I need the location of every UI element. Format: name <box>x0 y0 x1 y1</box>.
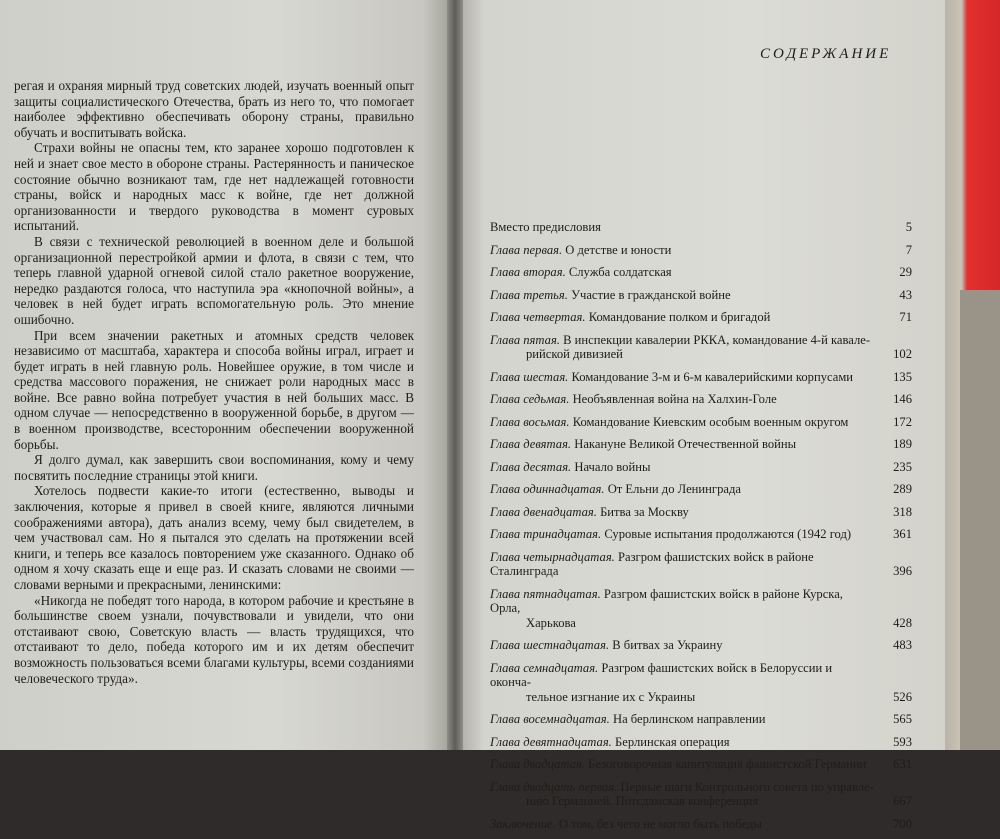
chapter-label: Глава первая. <box>490 242 563 257</box>
chapter-label: Глава тринадцатая. <box>490 527 602 541</box>
toc-entry-title <box>490 550 814 579</box>
chapter-label: Глава вторая. <box>490 265 566 279</box>
page-number: 102 <box>893 347 912 361</box>
chapter-label: Глава четвертая. <box>490 310 586 324</box>
chapter-title: Первые шаги Контрольного совета по управле- <box>620 779 874 794</box>
toc-entry <box>490 265 920 280</box>
toc-entry-title <box>490 780 875 809</box>
chapter-label: Глава десятая. <box>490 459 572 474</box>
toc-entry-title <box>490 587 875 631</box>
toc-entry <box>490 735 920 750</box>
left-page-text <box>14 78 414 686</box>
chapter-title: Вместо предисловия <box>490 220 601 234</box>
toc-entry-title <box>490 817 762 831</box>
page-number: 667 <box>893 794 912 808</box>
toc-entry <box>490 757 920 772</box>
toc-entry-title <box>490 437 796 451</box>
toc-entry <box>490 310 920 325</box>
toc-entry-title <box>490 288 731 302</box>
chapter-label: Глава шестнадцатая. <box>490 638 610 652</box>
toc-entry-title <box>490 505 689 519</box>
paragraph: регая и охраняя мирный труд советских людей, изучать военный опыт защиты социалистического Отечества, брать из него то, что помогает наиболее эффективно обеспечивать оборону страны, правильно обучать и воспитывать войска. <box>14 78 414 140</box>
toc-entry-title <box>490 757 866 771</box>
page-number: 235 <box>893 459 912 474</box>
chapter-title: Командование 3-м и 6-м кавалерийскими корпусами <box>571 369 854 384</box>
chapter-title: Разгром фашистских войск в районе Курска, Орла, <box>490 586 843 615</box>
chapter-title: Накануне Великой Отечественной войны <box>574 437 797 451</box>
toc-entry <box>490 482 920 497</box>
toc-entry-title <box>490 735 730 749</box>
chapter-label: Глава седьмая. <box>490 392 570 406</box>
page-number: 29 <box>899 265 912 279</box>
page-number: 428 <box>893 615 912 630</box>
toc-entry <box>490 370 920 385</box>
chapter-label: Глава девятнадцатая. <box>490 734 612 749</box>
page-number: 593 <box>893 734 912 749</box>
paragraph: Хотелось подвести какие-то итоги (естественно, выводы и заключения, которые я привел в своей книге, являются личными соображениями автора), дать анализ всему, чему был свидетелем, в чем участвовал сам. Но я пытался это сделать на протяжении всей книги, и теперь все казалось повторением уже сказанного. Однако об одном я хочу сказать еще и еще раз. И сказать словами не своими — словами верными и прекрасными, ленинскими: <box>14 483 414 592</box>
toc-entry-title <box>490 392 777 406</box>
chapter-title: В битвах за Украину <box>612 638 723 652</box>
toc-entry <box>490 817 920 832</box>
page-number: 7 <box>905 242 912 257</box>
toc-entry-title <box>490 712 765 726</box>
page-number: 43 <box>899 287 912 302</box>
paragraph: Я долго думал, как завершить свои воспоминания, кому и чему посвятить последние страницы этой книги. <box>14 452 414 483</box>
toc-entry-title <box>490 482 741 496</box>
page-number: 631 <box>893 757 912 771</box>
toc-entry <box>490 437 920 452</box>
book-edge-lower <box>960 290 1000 750</box>
chapter-label: Глава четырнадцатая. <box>490 549 615 564</box>
toc-entry <box>490 415 920 430</box>
table-of-contents <box>490 220 920 839</box>
chapter-title: Суровые испытания продолжаются (1942 год) <box>604 527 852 541</box>
toc-entry-title <box>490 460 650 474</box>
page-number: 565 <box>893 712 912 726</box>
toc-entry-title <box>490 661 875 705</box>
chapter-title: Разгром фашистских войск в районе Сталинграда <box>490 549 814 578</box>
chapter-title: Необъявленная война на Халхин-Голе <box>572 392 777 406</box>
chapter-title: Служба солдатская <box>568 265 672 279</box>
chapter-title: На берлинском направлении <box>612 712 766 726</box>
chapter-title: В инспекции кавалерии РККА, командование 4-й кавале- <box>563 332 871 347</box>
chapter-label: Глава шестая. <box>490 369 569 384</box>
page-number: 700 <box>893 816 912 831</box>
toc-entry <box>490 550 920 579</box>
chapter-label: Глава одиннадцатая. <box>490 482 605 496</box>
toc-entry-title <box>490 527 851 541</box>
chapter-title: Начало войны <box>574 459 651 474</box>
chapter-title: Битва за Москву <box>600 504 689 519</box>
toc-entry <box>490 288 920 303</box>
page-number: 71 <box>899 310 912 324</box>
toc-entry <box>490 712 920 727</box>
toc-entry-title <box>490 310 770 324</box>
page-number: 526 <box>893 689 912 704</box>
paragraph: В связи с технической революцией в военном деле и большой организационной перестройкой армии и флота, в связи с тем, что теперь главной ударной огневой силой стало ракетное вооружение, нередко раздаются голоса, что наступила эра «кнопочной войны», а человек в ней будет играть вспомогательную роль. Это мнение ошибочно. <box>14 233 414 327</box>
contents-heading: СОДЕРЖАНИЕ <box>760 46 892 62</box>
toc-entry <box>490 587 920 631</box>
chapter-label: Глава пятнадцатая. <box>490 586 601 601</box>
page-number: 318 <box>893 504 912 519</box>
toc-entry-title <box>490 265 672 279</box>
chapter-title: О том, без чего не могло быть победы <box>558 816 762 831</box>
paragraph: Страхи войны не опасны тем, кто заранее хорошо подготовлен к ней и знает свое место в обороне страны. Растерянность и паническое состояние обычно возникают там, где нет надлежащей готовности страны, войск и народных масс к войне, где нет должной организованности и твердого руководства в момент суровых испытаний. <box>14 140 414 234</box>
toc-entry <box>490 220 920 235</box>
chapter-title: От Ельни до Ленинграда <box>607 482 741 496</box>
toc-entry <box>490 661 920 705</box>
chapter-label: Глава семнадцатая. <box>490 660 599 675</box>
book-gutter <box>447 0 463 750</box>
chapter-title-continuation: тельное изгнание их с Украины <box>526 689 696 704</box>
chapter-title: Берлинская операция <box>615 734 730 749</box>
paragraph: «Никогда не победят того народа, в котором рабочие и крестьяне в большинстве своем узнали, почувствовали и увидели, что они отстаивают свою, Советскую власть — власть трудящихся, что отстаивают то дело, победа которого им и их детям обеспечит возможность пользоваться всеми благами культуры, всеми созданиями человеческого труда». <box>14 592 414 686</box>
page-number: 289 <box>893 482 912 496</box>
toc-entry-title <box>490 243 671 257</box>
toc-entry <box>490 243 920 258</box>
chapter-label: Глава девятая. <box>490 437 572 451</box>
chapter-title-continuation: рийской дивизией <box>526 347 623 361</box>
paragraph: При всем значении ракетных и атомных средств человек независимо от масштаба, характера и способа войны играл, играет и будет играть в ней главную роль. Новейшее оружие, в том числе и средства массового поражения, не снижает роли народных масс в войне. Все равно война потребует участия в ней больших масс. В одном случае — непосредственно в вооруженной борьбе, в другом — в военном производстве, всесторонним обеспечении вооруженной борьбы. <box>14 327 414 452</box>
toc-entry <box>490 505 920 520</box>
toc-entry-title <box>490 415 848 429</box>
chapter-title: Разгром фашистских войск в Белоруссии и оконча- <box>490 660 833 689</box>
chapter-title: Командование полком и бригадой <box>588 310 771 324</box>
page-number: 146 <box>893 392 912 406</box>
toc-entry <box>490 780 920 809</box>
chapter-label: Глава пятая. <box>490 332 560 347</box>
chapter-label: Глава восемнадцатая. <box>490 712 610 726</box>
chapter-title: Командование Киевским особым военным округом <box>572 414 849 429</box>
chapter-label: Глава двадцатая. <box>490 757 585 771</box>
page-number: 135 <box>893 369 912 384</box>
chapter-title: Участие в гражданской войне <box>571 287 731 302</box>
toc-entry <box>490 333 920 362</box>
chapter-label: Глава двенадцатая. <box>490 504 597 519</box>
chapter-label: Заключение. <box>490 816 556 831</box>
page-number: 483 <box>893 638 912 652</box>
chapter-title-continuation: нию Германией. Потсдамская конференция <box>526 794 759 808</box>
toc-entry <box>490 392 920 407</box>
page-number: 189 <box>893 437 912 451</box>
toc-entry <box>490 460 920 475</box>
chapter-title-continuation: Харькова <box>526 615 576 630</box>
toc-entry <box>490 527 920 542</box>
page-number: 396 <box>893 564 912 578</box>
toc-entry-title <box>490 638 723 652</box>
toc-entry-title <box>490 333 875 362</box>
chapter-title: О детстве и юности <box>565 242 672 257</box>
page-number: 5 <box>905 220 912 234</box>
chapter-title: Безоговорочная капитуляция фашистской Германии <box>588 757 867 771</box>
toc-entry <box>490 638 920 653</box>
chapter-label: Глава третья. <box>490 287 568 302</box>
toc-entry-title <box>490 220 601 234</box>
page-number: 172 <box>893 414 912 429</box>
page-number: 361 <box>893 527 912 541</box>
chapter-label: Глава двадцать первая. <box>490 779 618 794</box>
toc-entry-title <box>490 370 853 384</box>
chapter-label: Глава восьмая. <box>490 414 570 429</box>
